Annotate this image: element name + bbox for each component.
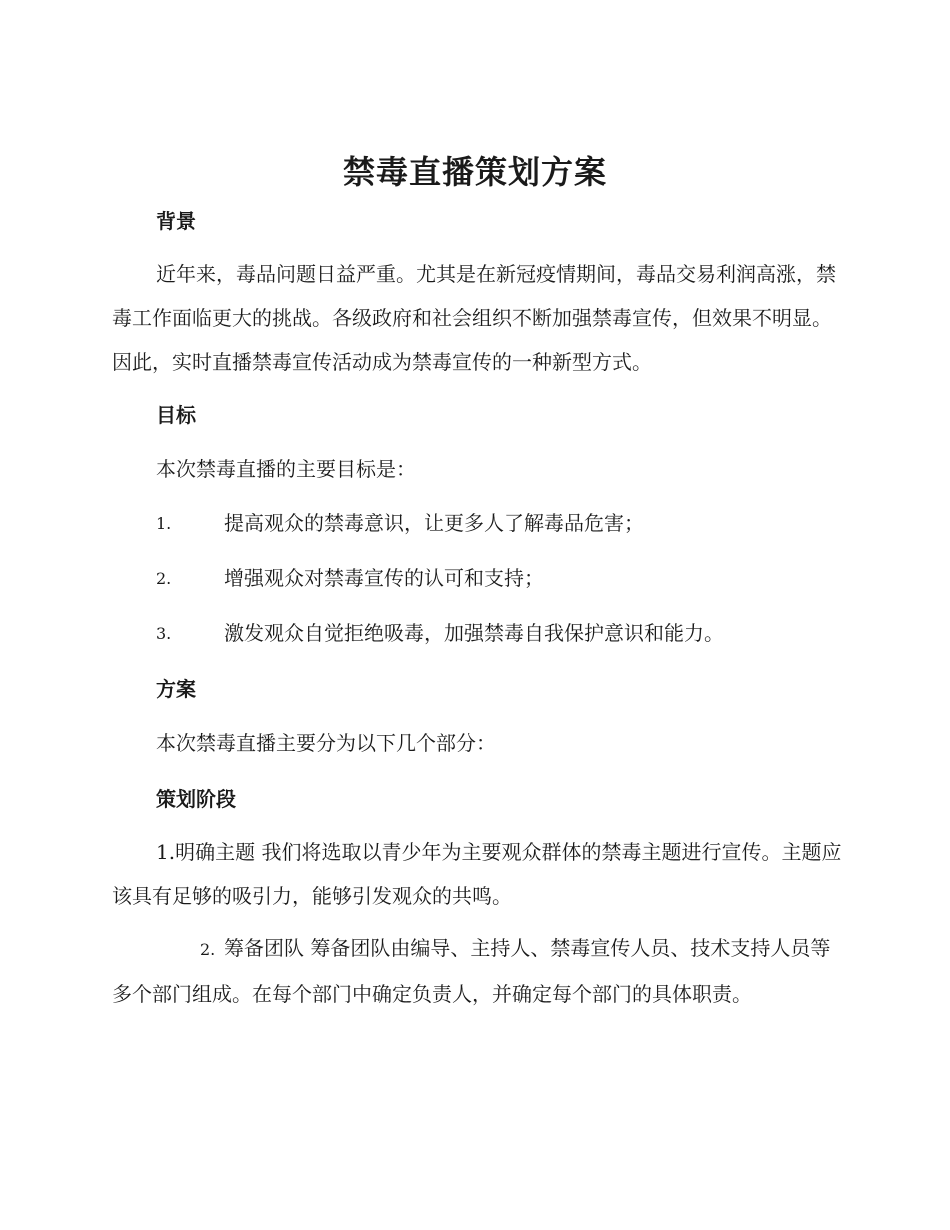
heading-goals: 目标	[156, 403, 196, 427]
goal-item-3-text: 激发观众自觉拒绝吸毒，加强禁毒自我保护意识和能力。	[224, 621, 724, 645]
document-title: 禁毒直播策划方案	[342, 153, 607, 191]
goals-intro: 本次禁毒直播的主要目标是：	[156, 457, 416, 481]
background-paragraph: 近年来，毒品问题日益严重。尤其是在新冠疫情期间，毒品交易利润高涨，禁毒工作面临更大的挑战。各级政府和社会组织不断加强禁毒宣传，但效果不明显。因此，实时直播禁毒宣传活动成为禁毒宣传的一种新型方式。	[112, 262, 836, 374]
heading-planning-stage: 策划阶段	[156, 787, 236, 811]
goal-item-2-number: 2.	[156, 569, 172, 588]
planning-step-2-number: 2.	[200, 940, 216, 959]
goal-item-1-number: 1.	[156, 514, 172, 533]
goal-item-2-text: 增强观众对禁毒宣传的认可和支持；	[224, 566, 544, 590]
heading-background: 背景	[156, 209, 196, 233]
plan-intro: 本次禁毒直播主要分为以下几个部分：	[156, 731, 496, 755]
planning-step-2	[112, 926, 842, 1016]
planning-step-1: 1.明确主题 我们将选取以青少年为主要观众群体的禁毒主题进行宣传。主题应该具有足够的吸引力，能够引发观众的共鸣。	[112, 840, 842, 908]
goal-item-1-text: 提高观众的禁毒意识，让更多人了解毒品危害；	[224, 511, 644, 535]
goal-item-3-number: 3.	[156, 624, 172, 643]
planning-step-2-text: 筹备团队 筹备团队由编导、主持人、禁毒宣传人员、技术支持人员等多个部门组成。在每个部门中确定负责人，并确定每个部门的具体职责。	[112, 936, 831, 1006]
heading-plan: 方案	[156, 677, 196, 701]
